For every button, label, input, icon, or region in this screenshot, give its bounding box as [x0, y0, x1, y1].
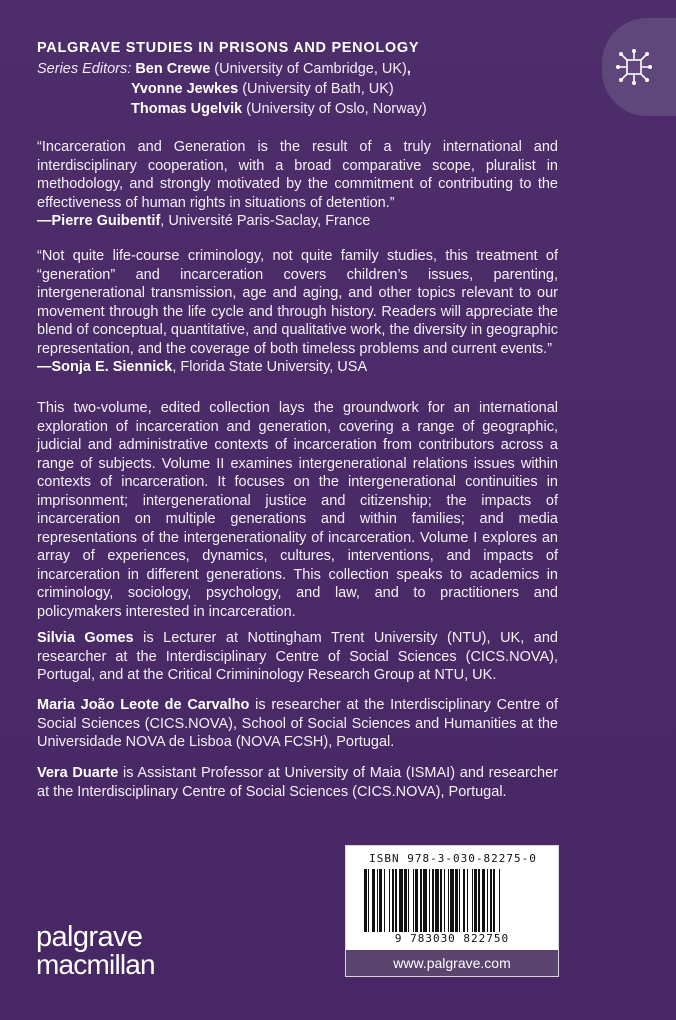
series-editor-name: Yvonne Jewkes	[131, 81, 239, 97]
publisher-website[interactable]: www.palgrave.com	[346, 950, 558, 976]
series-title: PALGRAVE STUDIES IN PRISONS AND PENOLOGY	[37, 40, 420, 56]
bio-name: Vera Duarte	[37, 765, 119, 781]
author-bio	[37, 629, 558, 685]
publisher-line-2: macmillan	[36, 949, 155, 980]
quote-author: Sonja E. Siennick	[51, 359, 173, 375]
endorsement-quote	[37, 138, 558, 231]
series-editor-affiliation: (University of Cambridge, UK)	[210, 61, 407, 77]
series-editor-suffix: ,	[406, 61, 411, 77]
endorsement-quote	[37, 247, 558, 377]
series-editor-row	[37, 79, 597, 99]
quote-text: “Not quite life-course criminology, not quite family studies, this treatment of “generation” and incarceration covers children’s issues, parenting, intergenerational transmission, age and aging, and other topics relevant to our movement through the life cycle and through history. Readers will appreciate the blend of conceptual, quantitative, and qualitative work, the diversity in geographic representation, and the coverage of both timeless problems and current events.”	[37, 248, 558, 357]
quote-attribution	[37, 358, 558, 377]
series-editor-row	[37, 59, 597, 79]
quote-dash: —	[37, 359, 52, 375]
series-editors-label: Series Editors:	[37, 61, 132, 77]
bio-text: is Assistant Professor at University of Maia (ISMAI) and researcher at the Interdisciplinary Centre of Social Sciences (CICS.NOVA), Portugal.	[37, 765, 558, 800]
author-bio	[37, 696, 558, 752]
quote-dash: —	[37, 213, 52, 229]
series-editor-name: Thomas Ugelvik	[131, 101, 243, 117]
publisher-line-1: palgrave	[36, 921, 143, 953]
series-editor-row	[37, 99, 597, 119]
book-description: This two-volume, edited collection lays the groundwork for an international exploration of incarceration and generation, covering a range of geographic, judicial and administrative contexts of incarceration from contributors across a range of subjects. Volume II examines intergenerational relations issues within contexts of incarceration. It focuses on the intergenerational continuities in imprisonment; intergenerational justice and citizenship; the impacts of incarceration on multiple generations and within families; and media representations of the intergenerationality of incarceration. Volume I explores an array of experiences, dynamics, cultures, interventions, and impacts of incarceration in different generations. This collection speaks to academics in criminology, sociology, psychology, and law, and to practitioners and policymakers interested in incarceration.	[37, 400, 558, 620]
series-block	[37, 38, 597, 119]
bio-name: Maria João Leote de Carvalho	[37, 697, 250, 713]
series-editor-affiliation: (University of Bath, UK)	[238, 81, 394, 97]
barcode-digits: 9 783030 822750	[394, 932, 510, 945]
quote-attribution	[37, 212, 558, 231]
isbn-text: ISBN 978-3-030-82275-0	[369, 852, 537, 865]
network-node-icon	[616, 49, 652, 85]
publisher-logo	[36, 922, 155, 980]
bio-text: is Lecturer at Nottingham Trent University (NTU), UK, and researcher at the Interdisciplinary Centre of Social Sciences (CICS.NOVA), Portugal, and at the Critical Crimininology Research Group at NTU, UK.	[37, 630, 558, 683]
quote-text: “Incarceration and Generation is the result of a truly international and interdisciplinary cooperation, with a broad comparative scope, pluralist in methodology, and strongly motivated by the commitment of contributing to the effectiveness of human rights in situations of detention.”	[37, 139, 558, 211]
barcode-bars	[364, 869, 540, 932]
quote-affiliation: , Université Paris-Saclay, France	[160, 213, 371, 229]
series-logo-tab	[602, 18, 676, 116]
series-editor-affiliation: (University of Oslo, Norway)	[242, 101, 427, 117]
quote-affiliation: , Florida State University, USA	[172, 359, 368, 375]
barcode-bar	[500, 869, 503, 932]
bio-text: is researcher at the Interdisciplinary Centre of Social Sciences (CICS.NOVA), School of Social Sciences and Humanities at the Universidade NOVA de Lisboa (NOVA FCSH), Portugal.	[37, 697, 559, 750]
bio-name: Silvia Gomes	[37, 630, 134, 646]
quote-author: Pierre Guibentif	[51, 213, 161, 229]
isbn-barcode-box	[345, 845, 559, 977]
author-bio	[37, 764, 558, 801]
series-editor-name: Ben Crewe	[135, 61, 211, 77]
